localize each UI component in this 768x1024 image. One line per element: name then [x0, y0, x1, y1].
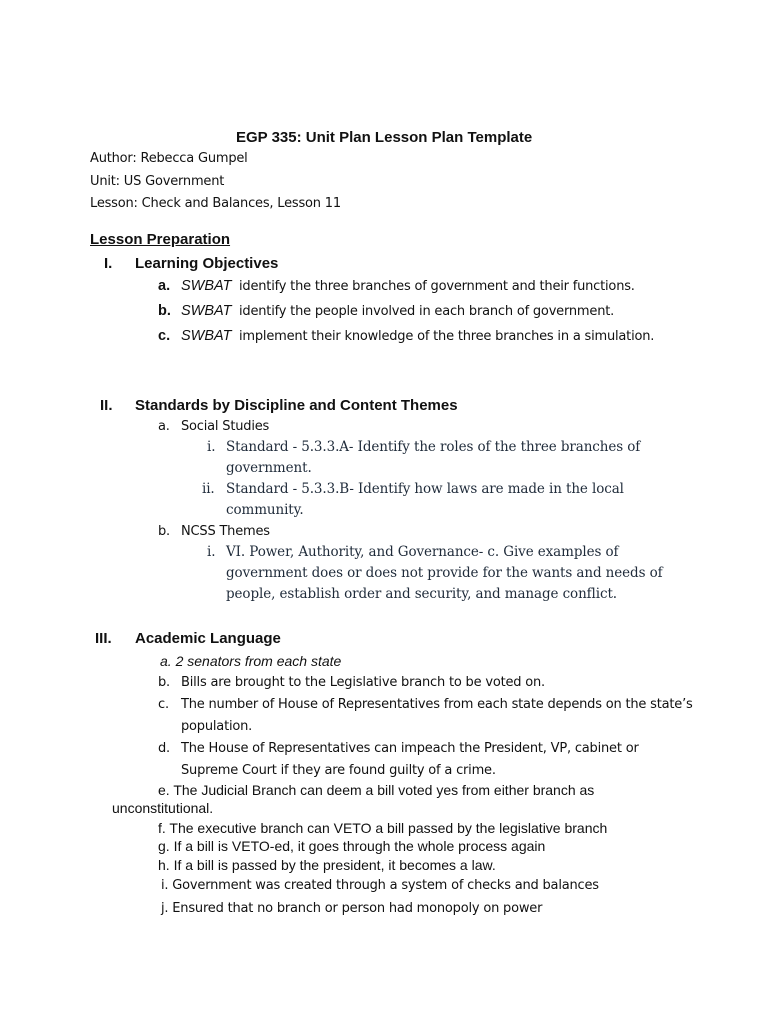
section-2-heading: Standards by Discipline and Content Themes	[135, 397, 458, 414]
standard-a-i-line: Standard - 5.3.3.A- Identify the roles of the three branches of	[226, 439, 641, 455]
language-item-h: h. If a bill is passed by the president, it becomes a law.	[158, 857, 496, 873]
language-item-d-marker: d.	[158, 741, 170, 756]
language-item-f: f. The executive branch can VETO a bill passed by the legislative branch	[158, 820, 608, 836]
lesson-line: Lesson: Check and Balances, Lesson 11	[90, 196, 341, 211]
language-item-c: The number of House of Representatives from each state depends on the state’s	[181, 697, 693, 712]
language-item-a: a. 2 senators from each state	[160, 653, 342, 669]
objective-swbat: SWBAT	[181, 278, 232, 294]
standard-a-label: Social Studies	[181, 419, 270, 434]
language-item-d: The House of Representatives can impeach the President, VP, cabinet or	[181, 741, 639, 756]
language-item-b: Bills are brought to the Legislative branch to be voted on.	[181, 675, 545, 690]
language-item-c-marker: c.	[158, 697, 169, 712]
language-item-j: j. Ensured that no branch or person had monopoly on power	[161, 901, 543, 916]
objective-marker: b.	[158, 303, 171, 319]
language-item-e: unconstitutional.	[112, 800, 214, 816]
objective-text: identify the people involved in each branch of government.	[239, 304, 615, 319]
unit-line: Unit: US Government	[90, 174, 225, 189]
lesson-preparation-heading: Lesson Preparation	[90, 231, 231, 248]
objective-swbat: SWBAT	[181, 328, 232, 344]
standard-b-i-marker: i.	[207, 544, 216, 560]
section-2-number: II.	[100, 397, 113, 414]
standard-b-marker: b.	[158, 524, 170, 539]
standard-a-ii-line: community.	[226, 502, 304, 518]
standard-a-i-marker: i.	[207, 439, 216, 455]
objective-text: identify the three branches of government and their functions.	[239, 279, 635, 294]
language-item-e: e. The Judicial Branch can deem a bill voted yes from either branch as	[158, 782, 595, 798]
language-item-g: g. If a bill is VETO-ed, it goes through the whole process again	[158, 838, 546, 854]
section-1-heading: Learning Objectives	[135, 255, 279, 272]
standard-b-i-line: government does or does not provide for the wants and needs of	[226, 565, 663, 581]
language-item-b-marker: b.	[158, 675, 170, 690]
standard-a-marker: a.	[158, 419, 170, 434]
language-item-i: i. Government was created through a system of checks and balances	[161, 878, 599, 893]
standard-a-ii-line: Standard - 5.3.3.B- Identify how laws are made in the local	[226, 481, 624, 497]
standard-a-ii-marker: ii.	[202, 481, 215, 497]
document-title: EGP 335: Unit Plan Lesson Plan Template	[236, 129, 533, 146]
standard-b-i-line: VI. Power, Authority, and Governance- c. Give examples of	[226, 544, 619, 560]
author-line: Author: Rebecca Gumpel	[90, 151, 248, 166]
section-3-number: III.	[95, 630, 112, 647]
objective-swbat: SWBAT	[181, 303, 232, 319]
language-item-d: Supreme Court if they are found guilty of a crime.	[181, 763, 496, 778]
standard-a-i-line: government.	[226, 460, 312, 476]
standard-b-label: NCSS Themes	[181, 524, 270, 539]
objective-text: implement their knowledge of the three branches in a simulation.	[239, 329, 655, 344]
section-3-heading: Academic Language	[135, 630, 281, 647]
language-item-c: population.	[181, 719, 253, 734]
objective-marker: c.	[158, 328, 171, 344]
objective-marker: a.	[158, 278, 171, 294]
section-1-number: I.	[104, 255, 113, 272]
standard-b-i-line: people, establish order and security, and manage conflict.	[226, 586, 617, 602]
